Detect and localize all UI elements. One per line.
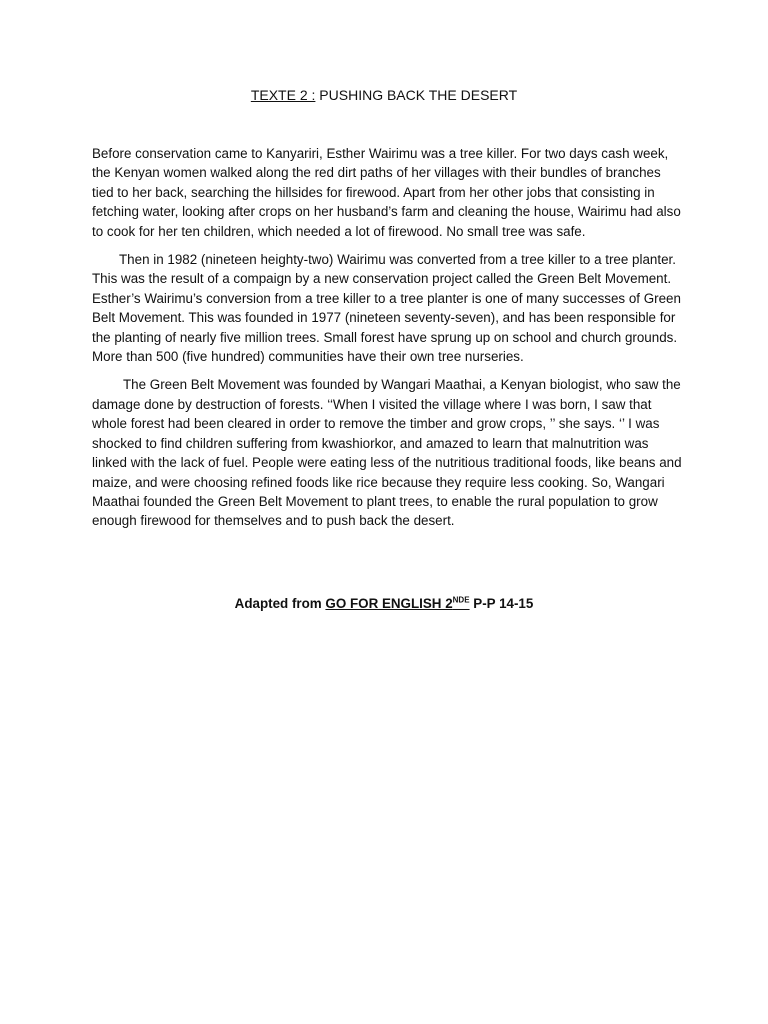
document-title xyxy=(0,86,768,104)
title-main: PUSHING BACK THE DESERT xyxy=(315,87,518,103)
paragraph-2: Then in 1982 (nineteen heighty-two) Wairimu was converted from a tree killer to a tree planter. This was the result of a compaign by a new conservation project called the Green Belt Movement. Esther’s Wairimu’s conversion from a tree killer to a tree planter is one of many successes of Green Belt Movement. This was founded in 1977 (nineteen seventy-seven), and has been responsible for the planting of nearly five million trees. Small forest have sprung up on school and church grounds. More than 500 (five hundred) communities have their own tree nurseries. xyxy=(92,252,681,365)
paragraph-3: The Green Belt Movement was founded by Wangari Maathai, a Kenyan biologist, who saw the damage done by destruction of forests. ‘‘When I visited the village where I was born, I saw that whole forest had been cleared in order to remove the timber and grow crops, ’’ she says. ‘’ I was shocked to find children suffering from kwashiorkor, and amazed to learn that malnutrition was linked with the lack of fuel. People were eating less of the nutritious traditional foods, like beans and maize, and were choosing refined foods like rice because they require less cooking. So, Wangari Maathai founded the Green Belt Movement to plant trees, to enable the rural population to grow enough firewood for themselves and to push back the desert. xyxy=(92,377,682,529)
paragraph-1: Before conservation came to Kanyariri, Esther Wairimu was a tree killer. For two days cash week, the Kenyan women walked along the red dirt paths of her villages with their bundles of branches tied to her back, searching the hillsides for firewood. Apart from her other jobs that consisting in fetching water, looking after crops on her husband’s farm and cleaning the house, Wairimu had also to cook for her ten children, which needed a lot of firewood. No small tree was safe. xyxy=(92,146,681,239)
document-body xyxy=(92,144,682,540)
source-prefix: Adapted from xyxy=(234,596,326,611)
source-citation xyxy=(0,595,768,613)
source-book-title xyxy=(325,596,469,611)
source-book-name: GO FOR ENGLISH 2 xyxy=(325,596,453,611)
source-pages: P-P 14-15 xyxy=(469,596,534,611)
source-book-superscript: NDE xyxy=(452,595,470,605)
title-prefix: TEXTE 2 : xyxy=(250,87,316,103)
